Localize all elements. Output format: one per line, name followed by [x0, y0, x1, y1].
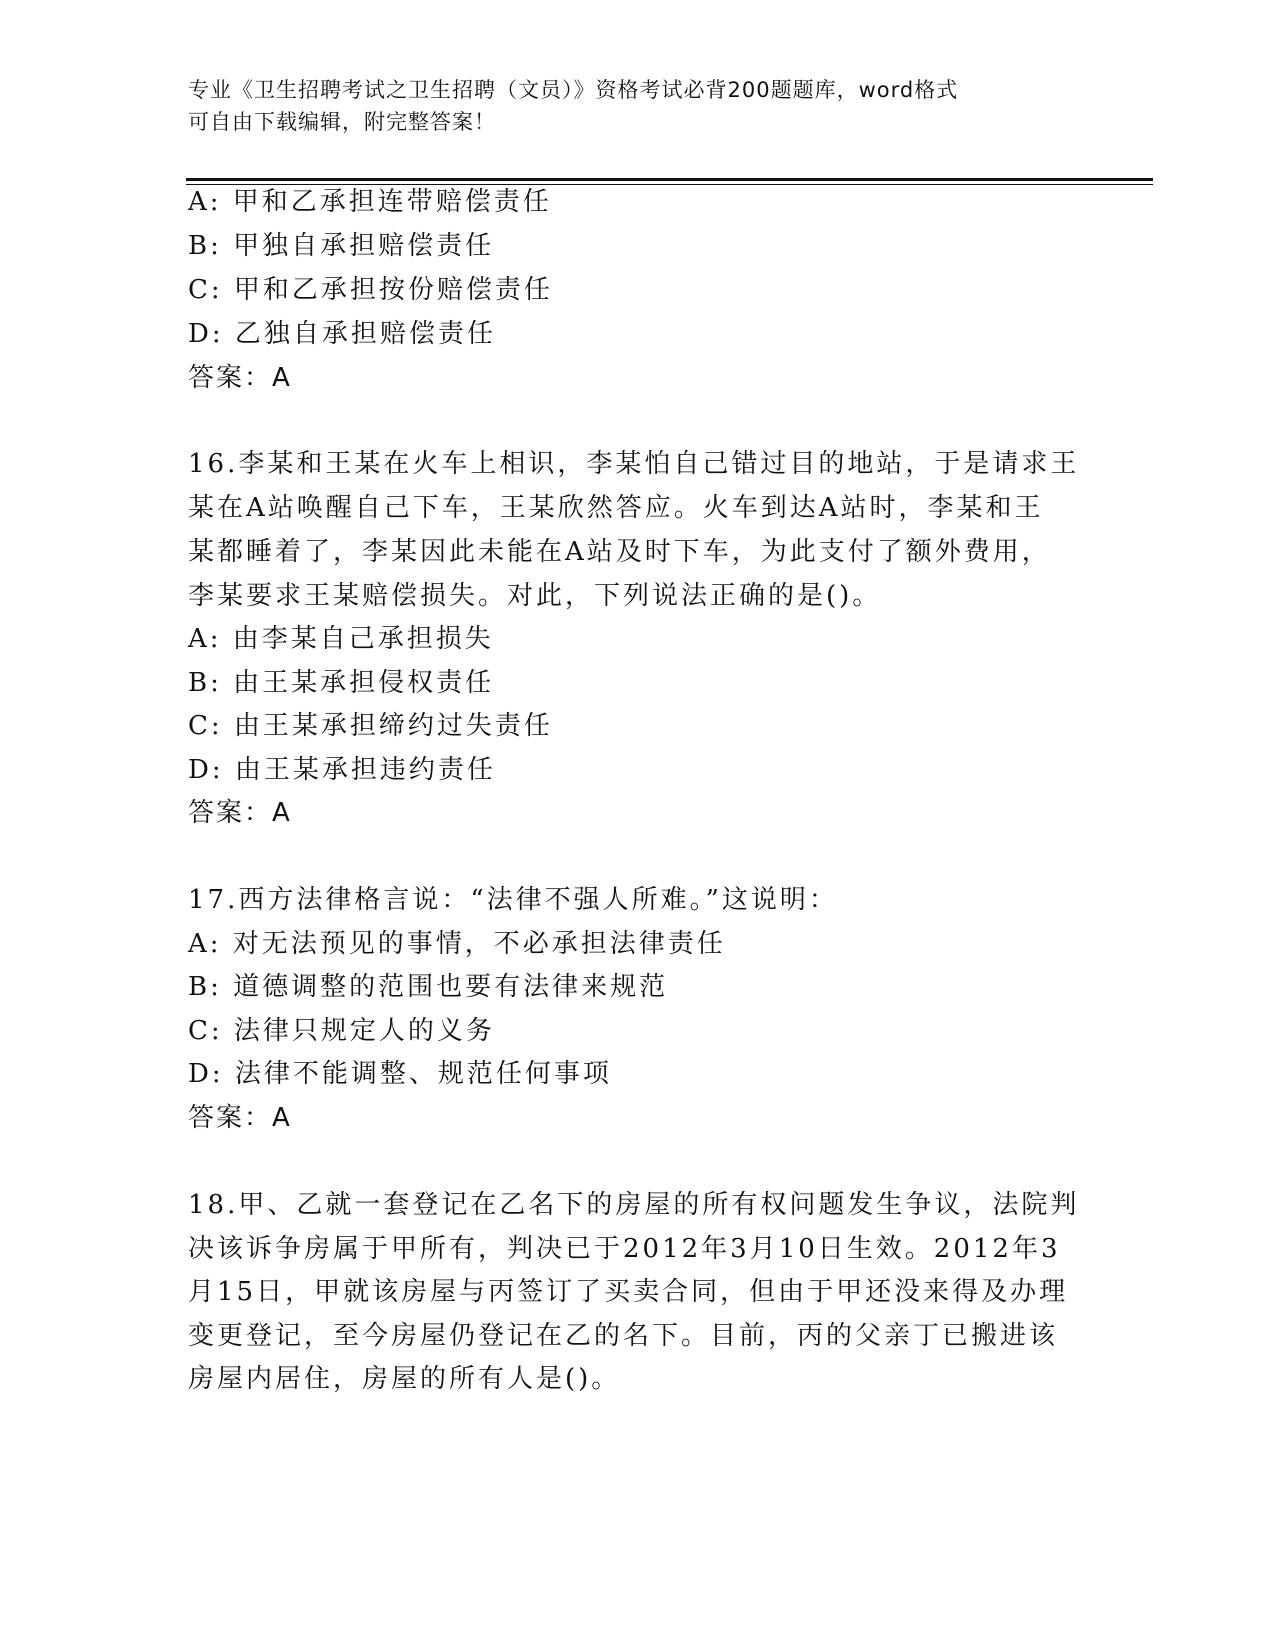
- q17-option-b: B: 道德调整的范围也要有法律来规范: [188, 972, 669, 1002]
- q18-text-line-5: 房屋内居住，房屋的所有人是()。: [188, 1364, 621, 1394]
- q16-option-a: A: 由李某自己承担损失: [188, 624, 494, 654]
- q17-text-line-1: 17.西方法律格言说：“法律不强人所难。”这说明：: [188, 885, 838, 915]
- header-line-1: 专业《卫生招聘考试之卫生招聘（文员）》资格考试必背200题题库，word格式: [188, 78, 959, 102]
- q15-option-b: B: 甲独自承担赔偿责任: [188, 231, 495, 261]
- header-divider-thick: [186, 178, 1153, 181]
- q15-option-d: D: 乙独自承担赔偿责任: [188, 319, 496, 349]
- q15-option-a: A: 甲和乙承担连带赔偿责任: [188, 187, 552, 217]
- q15-option-c: C: 甲和乙承担按份赔偿责任: [188, 275, 553, 305]
- q16-text-line-1: 16.李某和王某在火车上相识，李某怕自己错过目的地站，于是请求王: [188, 449, 1080, 479]
- q16-text-line-4: 李某要求王某赔偿损失。对此，下列说法正确的是()。: [188, 581, 882, 611]
- q18-text-line-3: 月15日，甲就该房屋与丙签订了买卖合同，但由于甲还没来得及办理: [188, 1277, 1069, 1307]
- q17-option-c: C: 法律只规定人的义务: [188, 1016, 495, 1046]
- q16-answer: 答案：A: [188, 798, 292, 828]
- q15-answer: 答案：A: [188, 363, 292, 393]
- q18-text-line-1: 18.甲、乙就一套登记在乙名下的房屋的所有权问题发生争议，法院判: [188, 1190, 1080, 1220]
- q17-answer: 答案：A: [188, 1103, 292, 1133]
- q18-text-line-4: 变更登记，至今房屋仍登记在乙的名下。目前，丙的父亲丁已搬进该: [188, 1321, 1059, 1351]
- q17-option-d: D: 法律不能调整、规范任何事项: [188, 1059, 612, 1089]
- q17-option-a: A: 对无法预见的事情，不必承担法律责任: [188, 929, 726, 959]
- q16-text-line-3: 某都睡着了，李某因此未能在A站及时下车，为此支付了额外费用，: [188, 537, 1051, 567]
- q16-option-c: C: 由王某承担缔约过失责任: [188, 711, 553, 741]
- q16-option-b: B: 由王某承担侵权责任: [188, 668, 495, 698]
- q16-option-d: D: 由王某承担违约责任: [188, 755, 496, 785]
- q18-text-line-2: 决该诉争房属于甲所有，判决已于2012年3月10日生效。2012年3: [188, 1234, 1061, 1264]
- header-divider-thin: [186, 184, 1153, 185]
- q16-text-line-2: 某在A站唤醒自己下车，王某欣然答应。火车到达A站时，李某和王: [188, 493, 1044, 523]
- header-line-2: 可自由下载编辑，附完整答案！: [188, 110, 496, 134]
- document-header: [188, 74, 1068, 138]
